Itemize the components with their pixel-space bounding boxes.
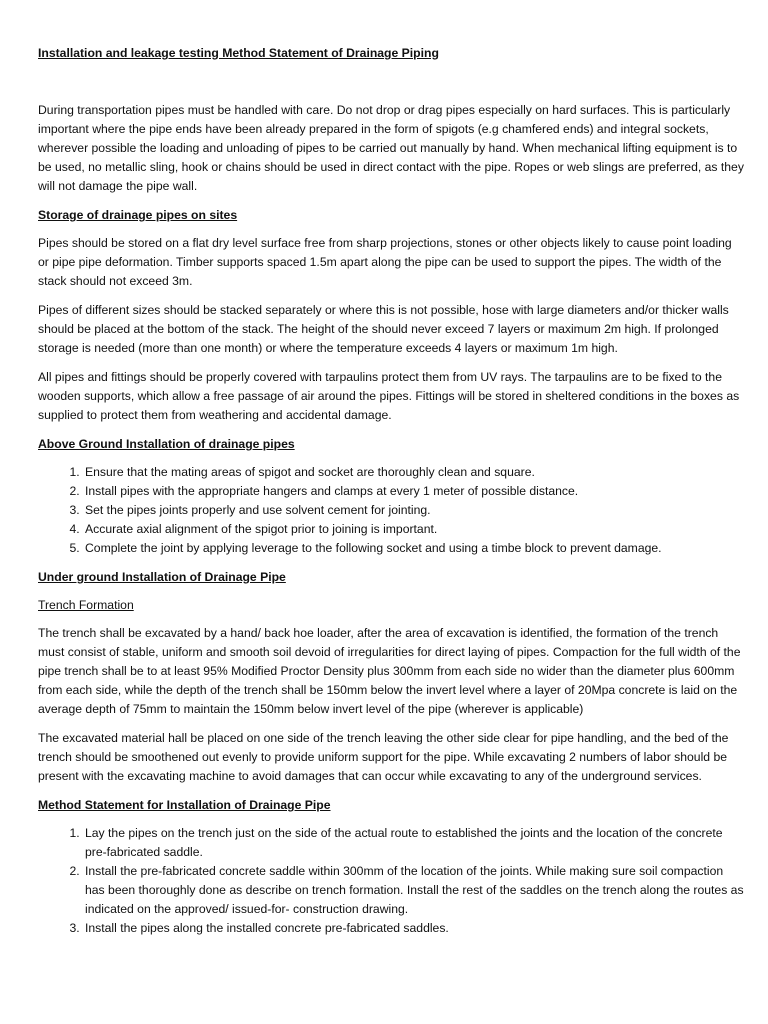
- trench-paragraph-1: The trench shall be excavated by a hand/ back hoe loader, after the area of excavation is identified, the formation of the trench must consist of stable, uniform and smooth soil devoid of irregularities for direct laying of pipes. Compaction for the full width of the pipe trench shall be to at least 95% Modified Proctor Density plus 300mm from each side no wider than the diameter plus 600mm from each side, while the depth of the trench shall be 150mm below the invert level where a layer of 20Mpa concrete is laid on the average depth of 75mm to maintain the 150mm below invert level of the pipe (wherever is applicable): [38, 626, 741, 716]
- method-statement-list: [38, 824, 744, 938]
- list-item: 1. Ensure that the mating areas of spigot and socket are thoroughly clean and square.: [83, 463, 744, 482]
- document-title: Installation and leakage testing Method Statement of Drainage Piping: [38, 46, 439, 60]
- above-ground-list: [38, 463, 744, 558]
- method-statement-heading: Method Statement for Installation of Drainage Pipe: [38, 798, 331, 812]
- storage-paragraph-2: Pipes of different sizes should be stacked separately or where this is not possible, hose with large diameters and/or thicker walls should be placed at the bottom of the stack. The height of the should never exceed 7 layers or maximum 2m high. If prolonged storage is needed (more than one month) or where the temperature exceeds 4 layers or maximum 1m high.: [38, 303, 729, 355]
- list-item: 2. Install pipes with the appropriate hangers and clamps at every 1 meter of possible distance.: [83, 482, 744, 501]
- under-ground-heading: Under ground Installation of Drainage Pipe: [38, 570, 286, 584]
- list-item: 3. Install the pipes along the installed concrete pre-fabricated saddles.: [83, 919, 744, 938]
- list-item: 1. Lay the pipes on the trench just on the side of the actual route to established the joints and the location of the concrete pre-fabricated saddle.: [83, 824, 744, 862]
- above-ground-heading: Above Ground Installation of drainage pipes: [38, 437, 295, 451]
- list-item: 4. Accurate axial alignment of the spigot prior to joining is important.: [83, 520, 744, 539]
- list-item: 2. Install the pre-fabricated concrete saddle within 300mm of the location of the joints. While making sure soil compaction has been thoroughly done as describe on trench formation. Install the rest of the saddles on the trench along the routes as indicated on the approved/ issued-for- construction drawing.: [83, 862, 744, 919]
- intro-paragraph: During transportation pipes must be handled with care. Do not drop or drag pipes especially on hard surfaces. This is particularly important where the pipe ends have been already prepared in the form of spigots (e.g chamfered ends) and integral sockets, wherever possible the loading and unloading of pipes to be carried out manually by hand. When mechanical lifting equipment is to be used, no metallic sling, hook or chains should be used in direct contact with the pipe. Ropes or web slings are preferred, as they will not damage the pipe wall.: [38, 103, 744, 193]
- list-item: 5. Complete the joint by applying leverage to the following socket and using a timbe block to prevent damage.: [83, 539, 744, 558]
- trench-paragraph-2: The excavated material hall be placed on one side of the trench leaving the other side clear for pipe handling, and the bed of the trench should be smoothened out evenly to provide uniform support for the pipe. While excavating 2 numbers of labor should be present with the excavating machine to avoid damages that can occur while excavating to any of the underground services.: [38, 731, 729, 783]
- storage-paragraph-3: All pipes and fittings should be properly covered with tarpaulins protect them from UV rays. The tarpaulins are to be fixed to the wooden supports, which allow a free passage of air around the pipes. Fittings will be stored in sheltered conditions in the boxes as supplied to protect them from weathering and accidental damage.: [38, 370, 740, 422]
- storage-heading: Storage of drainage pipes on sites: [38, 208, 238, 222]
- storage-paragraph-1: Pipes should be stored on a flat dry level surface free from sharp projections, stones or other objects likely to cause point loading or pipe pipe deformation. Timber supports spaced 1.5m apart along the pipe can be used to support the pipes. The width of the stack should not exceed 3m.: [38, 236, 732, 288]
- trench-formation-subheading: Trench Formation: [38, 598, 134, 612]
- list-item: 3. Set the pipes joints properly and use solvent cement for jointing.: [83, 501, 744, 520]
